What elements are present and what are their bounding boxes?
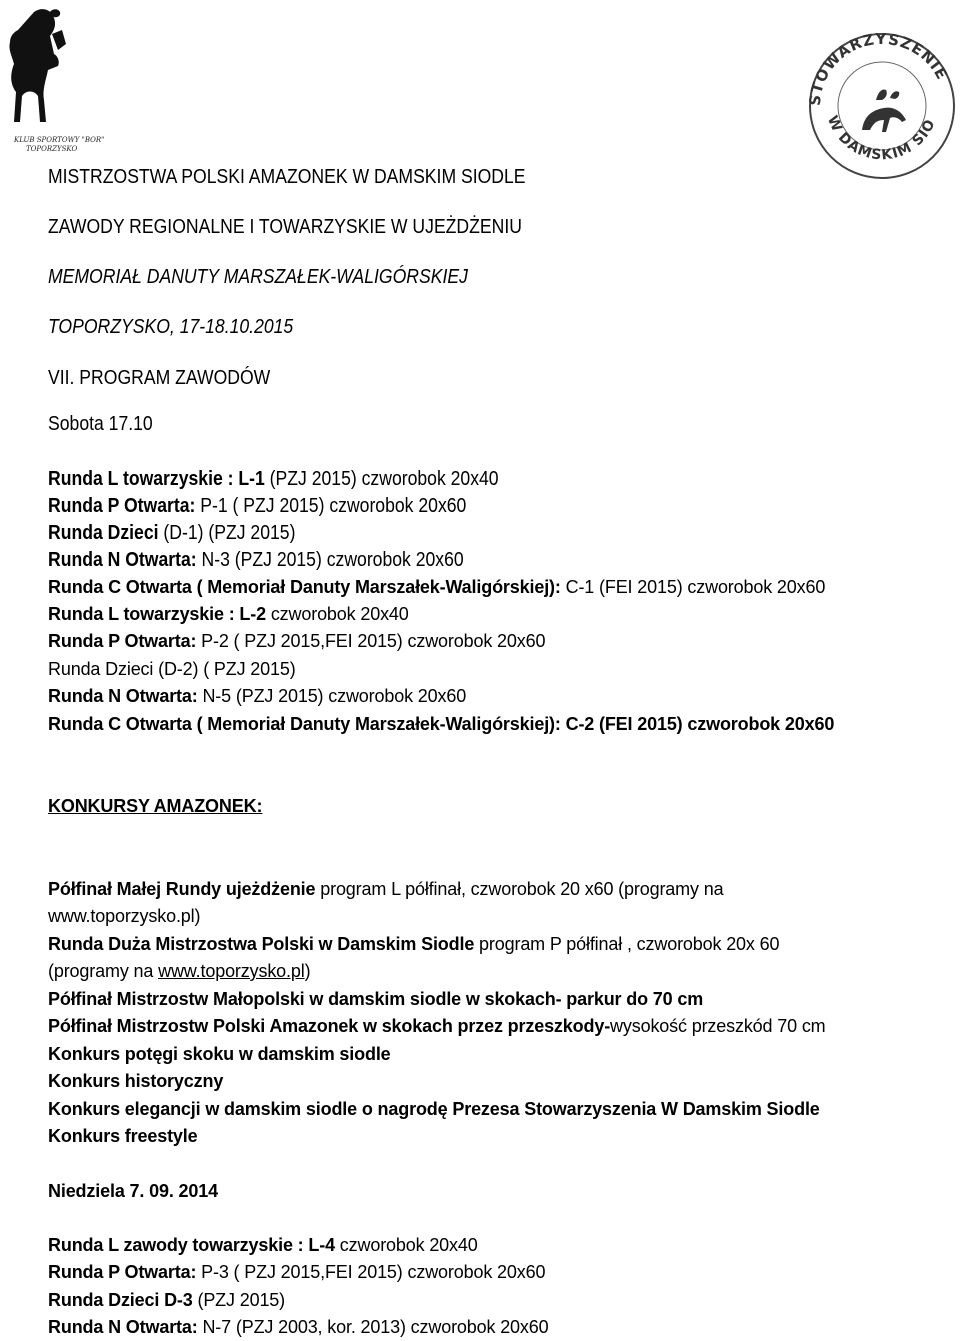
sunday-heading: Niedziela 7. 09. 2014: [48, 1181, 218, 1201]
list-item: Konkurs freestyle: [48, 1126, 198, 1146]
list-item: Runda L towarzyskie : L-2 czworobok 20x40: [48, 604, 409, 624]
section-title: VII. PROGRAM ZAWODÓW: [48, 367, 271, 389]
list-item: Konkurs historyczny: [48, 1071, 224, 1091]
list-item-continuation: (programy na www.toporzysko.pl): [48, 961, 311, 981]
list-item: Runda L towarzyskie : L-1 (PZJ 2015) czworobok 20x40: [48, 468, 499, 490]
svg-text:STOWARZYSZENIE: STOWARZYSZENIE: [806, 29, 952, 107]
list-item: Runda Dzieci (D-2) ( PZJ 2015): [48, 659, 296, 679]
title-championship: MISTRZOSTWA POLSKI AMAZONEK W DAMSKIM SIODLE: [48, 166, 526, 188]
list-item: Runda C Otwarta ( Memoriał Danuty Marszałek-Waligórskiej): C-1 (FEI 2015) czworobok 20x60: [48, 577, 826, 597]
list-item: Runda N Otwarta: N-5 (PZJ 2015) czworobok 20x60: [48, 686, 467, 706]
title-memorial: MEMORIAŁ DANUTY MARSZAŁEK-WALIGÓRSKIEJ: [48, 266, 468, 288]
list-item: Runda P Otwarta: P-2 ( PZJ 2015,FEI 2015) czworobok 20x60: [48, 631, 546, 651]
list-item: Runda N Otwarta: N-3 (PZJ 2015) czworobok 20x60: [48, 549, 464, 571]
list-item: Runda P Otwarta: P-3 ( PZJ 2015,FEI 2015) czworobok 20x60: [48, 1262, 546, 1282]
list-item: Runda Dzieci D-3 (PZJ 2015): [48, 1290, 286, 1310]
svg-text:KLUB SPORTOWY "BOR": KLUB SPORTOWY "BOR": [14, 136, 105, 144]
saturday-heading: Sobota 17.10: [48, 413, 153, 435]
list-item: Półfinał Mistrzostw Małopolski w damskim siodle w skokach- parkur do 70 cm: [48, 989, 704, 1009]
club-logo: [4, 4, 105, 154]
list-item: Runda C Otwarta ( Memoriał Danuty Marszałek-Waligórskiej): C-2 (FEI 2015) czworobok 20x60: [48, 714, 835, 734]
association-logo: [806, 18, 958, 188]
svg-text:W DAMSKIM SIODLE: W DAMSKIM SIO: [823, 113, 939, 164]
list-item: Runda N Otwarta: N-7 (PZJ 2003, kor. 2013) czworobok 20x60: [48, 1317, 549, 1337]
list-item: Konkurs potęgi skoku w damskim siodle: [48, 1044, 391, 1064]
list-item: Konkurs elegancji w damskim siodle o nagrodę Prezesa Stowarzyszenia W Damskim Siodle: [48, 1099, 820, 1119]
place-date: TOPORZYSKO, 17-18.10.2015: [48, 316, 294, 338]
website-link[interactable]: www.toporzysko.pl: [158, 961, 305, 981]
list-item-continuation: www.toporzysko.pl): [48, 906, 201, 926]
svg-text:TOPORZYSKO: TOPORZYSKO: [26, 145, 78, 153]
list-item: Runda Duża Mistrzostwa Polski w Damskim Siodle program P półfinał , czworobok 20x 60: [48, 934, 780, 954]
list-item: Runda Dzieci (D-1) (PZJ 2015): [48, 522, 296, 544]
list-item: Półfinał Mistrzostw Polski Amazonek w skokach przez przeszkody-wysokość przeszkód 70 cm: [48, 1016, 826, 1036]
list-item: Runda L zawody towarzyskie : L-4 czworobok 20x40: [48, 1235, 478, 1255]
konkursy-heading: KONKURSY AMAZONEK:: [48, 796, 263, 816]
list-item: Runda P Otwarta: P-1 ( PZJ 2015) czworobok 20x60: [48, 495, 467, 517]
title-regional: ZAWODY REGIONALNE I TOWARZYSKIE W UJEŻDŻENIU: [48, 216, 522, 238]
list-item: Półfinał Małej Rundy ujeżdżenie program L półfinał, czworobok 20 x60 (programy na: [48, 879, 724, 899]
